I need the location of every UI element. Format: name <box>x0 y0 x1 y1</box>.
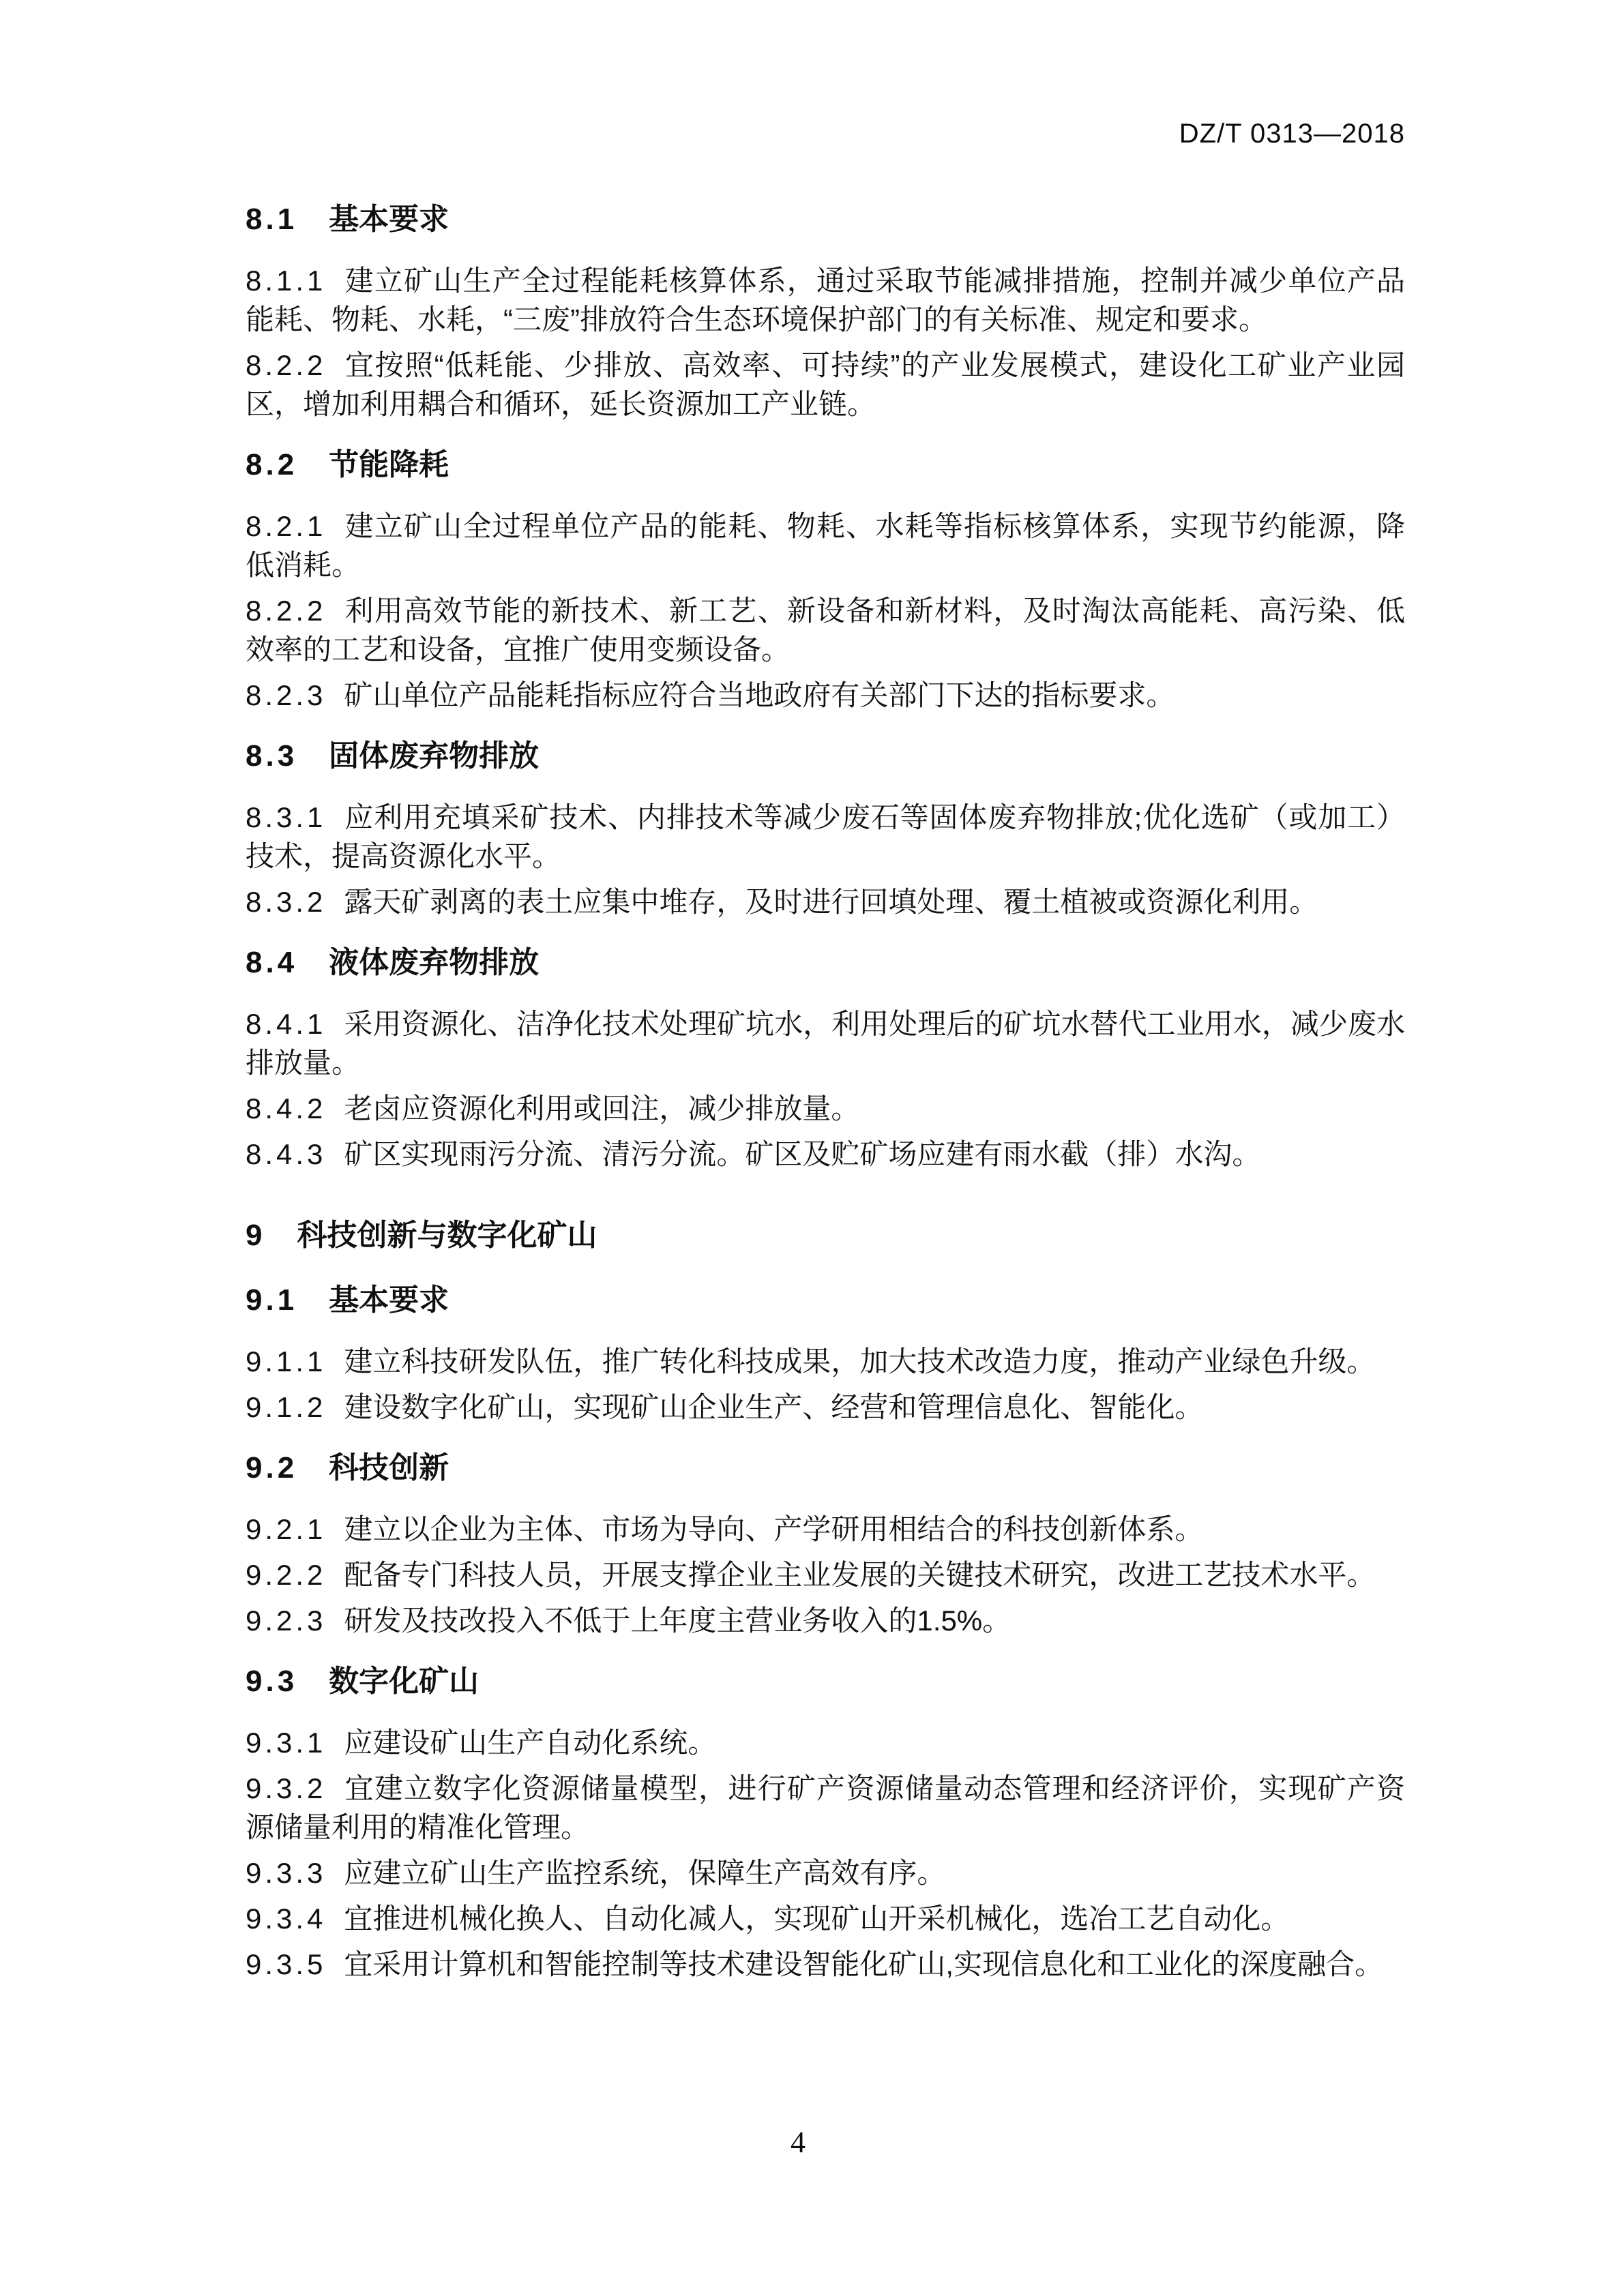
clause-line: 技术，提高资源化水平。 <box>246 840 561 872</box>
clause-paragraph <box>246 1601 1405 1640</box>
standard-number-header: DZ/T 0313—2018 <box>1179 119 1405 149</box>
clause-line: 9.2.3 研发及技改投入不低于上年度主营业务收入的1.5%。 <box>246 1605 1012 1637</box>
clause-line: 8.4.1 采用资源化、洁净化技术处理矿坑水，利用处理后的矿坑水替代工业用水，减少废水 <box>246 1008 1405 1040</box>
clause-paragraph <box>246 261 1405 339</box>
clause-number: 8.4.3 <box>246 1138 327 1170</box>
clause-paragraph <box>246 1342 1405 1381</box>
clause-line: 8.2.1 建立矿山全过程单位产品的能耗、物耗、水耗等指标核算体系，实现节约能源，降 <box>246 510 1405 542</box>
heading-title: 科技创新 <box>329 1451 449 1485</box>
clause-line: 源储量利用的精准化管理。 <box>246 1811 590 1843</box>
clause-line: 9.1.1 建立科技研发队伍，推广转化科技成果，加大技术改造力度，推动产业绿色升级。 <box>246 1345 1376 1377</box>
clause-line: 9.2.1 建立以企业为主体、市场为导向、产学研用相结合的科技创新体系。 <box>246 1513 1204 1545</box>
clause-paragraph <box>246 1945 1405 1984</box>
clause-line: 9.3.5 宜采用计算机和智能控制等技术建设智能化矿山,实现信息化和工业化的深度融合。 <box>246 1948 1384 1980</box>
section-heading <box>246 1448 1405 1487</box>
heading-title: 固体废弃物排放 <box>329 739 540 773</box>
clause-number: 9.2.1 <box>246 1513 327 1545</box>
clause-number: 8.2.2 <box>246 349 327 381</box>
heading-title: 数字化矿山 <box>329 1665 479 1698</box>
clause-paragraph <box>246 507 1405 584</box>
clause-line: 低消耗。 <box>246 549 361 581</box>
section-heading <box>246 1662 1405 1701</box>
heading-title: 液体废弃物排放 <box>329 946 540 979</box>
clause-paragraph <box>246 1089 1405 1128</box>
clause-line: 9.3.3 应建立矿山生产监控系统，保障生产高效有序。 <box>246 1857 946 1889</box>
clause-number: 9.3.3 <box>246 1857 327 1889</box>
clause-paragraph <box>246 798 1405 876</box>
clause-paragraph <box>246 1853 1405 1892</box>
clause-number: 9.2.2 <box>246 1559 327 1591</box>
clause-number: 8.4.1 <box>246 1008 327 1040</box>
heading-number: 9 <box>246 1219 266 1252</box>
clause-line: 9.3.2 宜建立数字化资源储量模型，进行矿产资源储量动态管理和经济评价，实现矿产资 <box>246 1772 1405 1804</box>
heading-number: 8.1 <box>246 203 298 236</box>
clause-number: 9.1.1 <box>246 1345 327 1377</box>
clause-paragraph <box>246 1388 1405 1427</box>
clause-line: 效率的工艺和设备，宜推广使用变频设备。 <box>246 633 791 666</box>
clause-number: 8.1.1 <box>246 265 327 297</box>
clause-number: 9.3.1 <box>246 1727 327 1759</box>
clause-paragraph <box>246 1555 1405 1594</box>
clause-paragraph <box>246 591 1405 669</box>
heading-title: 节能降耗 <box>329 448 449 481</box>
heading-title: 基本要求 <box>329 203 449 236</box>
clause-paragraph <box>246 1510 1405 1549</box>
heading-number: 9.2 <box>246 1451 298 1485</box>
heading-title: 基本要求 <box>329 1283 449 1317</box>
clause-number: 9.1.2 <box>246 1391 327 1423</box>
clause-line: 8.1.1 建立矿山生产全过程能耗核算体系，通过采取节能减排措施，控制并减少单位产品 <box>246 265 1405 297</box>
clause-line: 9.3.1 应建设矿山生产自动化系统。 <box>246 1727 717 1759</box>
clause-paragraph <box>246 1899 1405 1938</box>
clause-line: 区，增加利用耦合和循环，延长资源加工产业链。 <box>246 388 876 420</box>
clause-number: 9.3.4 <box>246 1903 327 1935</box>
clause-line: 8.4.2 老卤应资源化利用或回注，减少排放量。 <box>246 1092 860 1124</box>
section-heading <box>246 200 1405 239</box>
clause-line: 8.3.1 应利用充填采矿技术、内排技术等减少废石等固体废弃物排放;优化选矿（或加工） <box>246 801 1405 833</box>
clause-line: 8.3.2 露天矿剥离的表土应集中堆存，及时进行回填处理、覆土植被或资源化利用。 <box>246 886 1318 918</box>
clause-number: 9.2.3 <box>246 1605 327 1637</box>
clause-line: 9.1.2 建设数字化矿山，实现矿山企业生产、经营和管理信息化、智能化。 <box>246 1391 1204 1423</box>
clause-line: 9.3.4 宜推进机械化换人、自动化减人，实现矿山开采机械化，选冶工艺自动化。 <box>246 1903 1290 1935</box>
clause-line: 8.4.3 矿区实现雨污分流、清污分流。矿区及贮矿场应建有雨水截（排）水沟。 <box>246 1138 1261 1170</box>
clause-line: 9.2.2 配备专门科技人员，开展支撑企业主业发展的关键技术研究，改进工艺技术水平。 <box>246 1559 1376 1591</box>
page-number: 4 <box>791 2126 806 2159</box>
clause-number: 8.2.1 <box>246 510 327 542</box>
heading-number: 8.2 <box>246 448 298 481</box>
clause-number: 8.4.2 <box>246 1092 327 1124</box>
heading-title: 科技创新与数字化矿山 <box>297 1219 597 1252</box>
clause-paragraph <box>246 676 1405 715</box>
clause-number: 9.3.5 <box>246 1948 327 1980</box>
clause-line: 排放量。 <box>246 1047 361 1079</box>
clause-number: 8.2.3 <box>246 679 327 711</box>
heading-number: 8.4 <box>246 946 298 979</box>
clause-line: 8.2.2 利用高效节能的新技术、新工艺、新设备和新材料，及时淘汰高能耗、高污染、低 <box>246 595 1405 627</box>
clause-paragraph <box>246 1723 1405 1762</box>
clause-number: 8.3.1 <box>246 801 327 833</box>
clause-paragraph <box>246 882 1405 921</box>
section-heading <box>246 445 1405 484</box>
clause-line: 8.2.2 宜按照“低耗能、少排放、高效率、可持续”的产业发展模式，建设化工矿业产业园 <box>246 349 1405 381</box>
heading-number: 9.3 <box>246 1665 298 1698</box>
heading-number: 9.1 <box>246 1283 298 1317</box>
section-heading <box>246 1281 1405 1320</box>
heading-number: 8.3 <box>246 739 298 773</box>
clause-paragraph <box>246 1004 1405 1082</box>
clause-line: 能耗、物耗、水耗，“三废”排放符合生态环境保护部门的有关标准、规定和要求。 <box>246 303 1267 336</box>
clause-paragraph <box>246 346 1405 423</box>
chapter-heading <box>246 1216 1405 1255</box>
clause-paragraph <box>246 1769 1405 1847</box>
clause-number: 9.3.2 <box>246 1772 327 1804</box>
clause-number: 8.3.2 <box>246 886 327 918</box>
clause-line: 8.2.3 矿山单位产品能耗指标应符合当地政府有关部门下达的指标要求。 <box>246 679 1175 711</box>
section-heading <box>246 736 1405 775</box>
section-heading <box>246 943 1405 982</box>
clause-paragraph <box>246 1135 1405 1174</box>
clause-number: 8.2.2 <box>246 595 327 627</box>
